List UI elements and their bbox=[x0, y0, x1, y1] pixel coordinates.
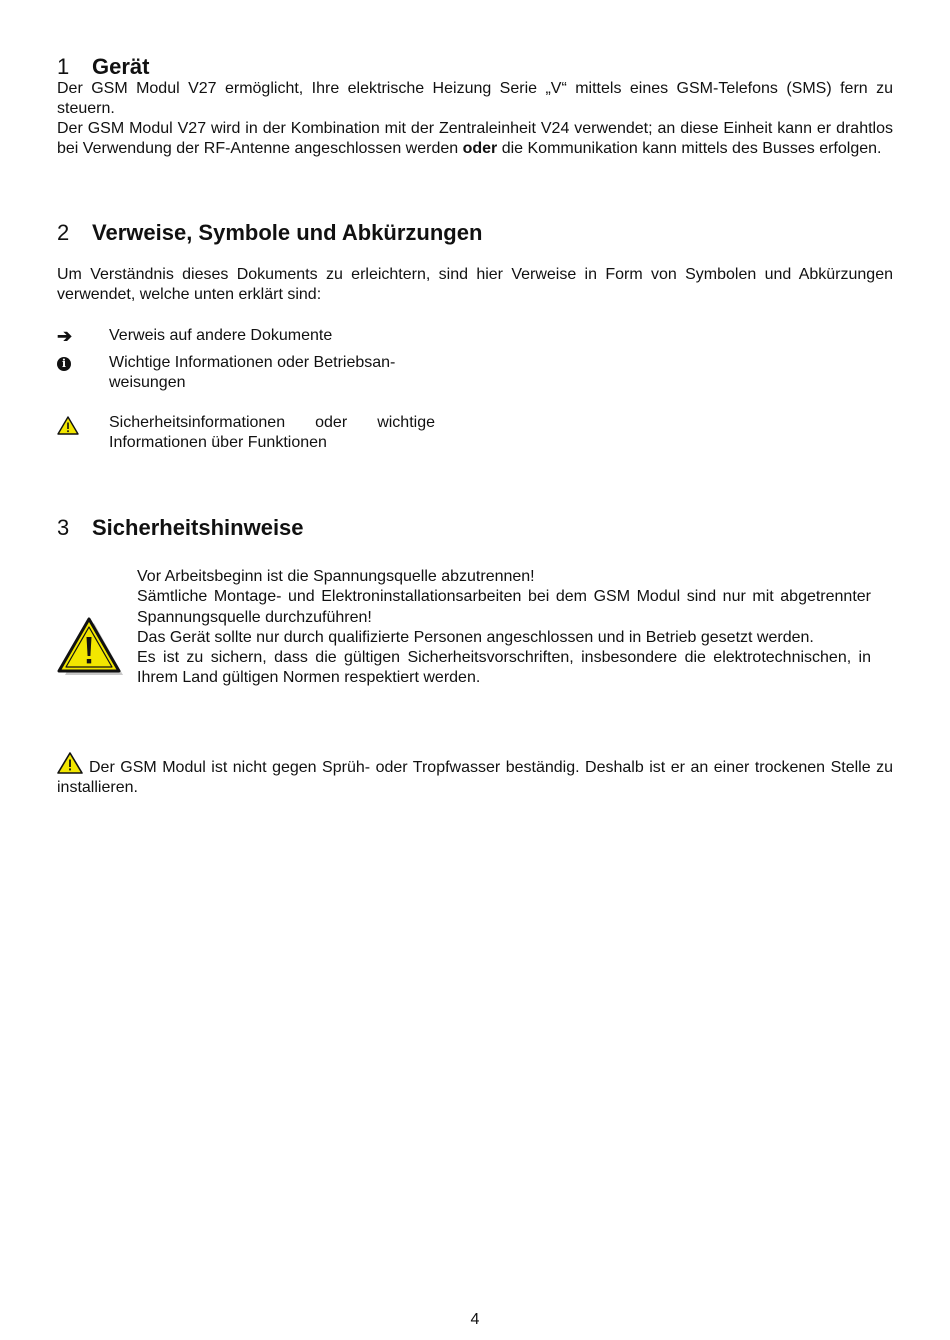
safety-line: Es ist zu sichern, dass die gültigen Sicherheitsvorschriften, insbesondere die elektrotechnischen, in Ihrem Land gültigen Normen respektiert werden. bbox=[137, 649, 871, 687]
section-title: Sicherheitshinweise bbox=[92, 515, 304, 540]
safety-line: Vor Arbeitsbeginn ist die Spannungsquelle abzutrennen! bbox=[137, 568, 535, 585]
section-2-intro: Um Verständnis dieses Dokuments zu erleichtern, sind hier Verweise in Form von Symbolen und Abkürzungen verwendet, welche unten erklärt sind: bbox=[57, 266, 893, 304]
section-1-heading bbox=[57, 54, 149, 80]
section-1-paragraph-2 bbox=[57, 119, 893, 160]
symbol-row-warning bbox=[57, 413, 437, 457]
warning-icon bbox=[57, 752, 83, 774]
symbol-description: Verweis auf andere Dokumente bbox=[109, 327, 333, 344]
symbol-description-line: Informationen über Funktionen bbox=[109, 434, 327, 452]
note-text: Der GSM Modul ist nicht gegen Sprüh- oder Tropfwasser beständig. Deshalb ist er an einer trockenen Stelle zu installieren. bbox=[57, 759, 893, 797]
symbol-description bbox=[109, 413, 435, 454]
safety-line: Das Gerät sollte nur durch qualifizierte Personen angeschlossen und in Betrieb gesetzt werden. bbox=[137, 628, 814, 646]
section-title: Verweise, Symbole und Abkürzungen bbox=[92, 220, 483, 245]
paragraph-text: Der GSM Modul V27 wird in der Kombination mit der Zentraleinheit V24 verwendet; an diese Einheit kann er drahtlos bei Verwendung der RF-Antenne angeschlossen werden bbox=[57, 120, 893, 158]
section-number: 2 bbox=[57, 220, 70, 245]
info-icon: i bbox=[57, 353, 81, 373]
emphasis-text: oder bbox=[462, 140, 498, 158]
section-title: Gerät bbox=[92, 54, 150, 79]
symbol-description bbox=[109, 353, 435, 394]
arrow-right-icon: ➔ bbox=[57, 326, 73, 346]
paragraph-text: die Kommunikation kann mittels des Busses erfolgen. bbox=[497, 140, 882, 158]
water-warning-note bbox=[57, 752, 893, 799]
symbol-description-line: Sicherheitsinformationen oder wichtige bbox=[109, 414, 435, 431]
warning-icon bbox=[57, 416, 81, 436]
safety-instructions bbox=[137, 567, 871, 689]
section-number: 1 bbox=[57, 54, 70, 79]
symbol-description-line: weisungen bbox=[109, 374, 186, 392]
safety-line: Sämtliche Montage- und Elektroninstallationsarbeiten bei dem GSM Modul sind nur mit abgetrennter Spannungsquelle durchzuführen! bbox=[137, 588, 871, 626]
symbol-row-info bbox=[57, 353, 437, 397]
section-3-heading bbox=[57, 515, 304, 541]
section-1-paragraph-1: Der GSM Modul V27 ermöglicht, Ihre elektrische Heizung Serie „V“ mittels eines GSM-Telefons (SMS) fern zu steuern. bbox=[57, 80, 893, 118]
section-2-heading bbox=[57, 220, 482, 246]
section-number: 3 bbox=[57, 515, 70, 540]
symbol-description-line: Wichtige Informationen oder Betriebsan- bbox=[109, 354, 396, 371]
warning-icon bbox=[57, 617, 123, 677]
page-number: 4 bbox=[470, 1311, 480, 1328]
symbol-row-reference bbox=[57, 326, 437, 348]
